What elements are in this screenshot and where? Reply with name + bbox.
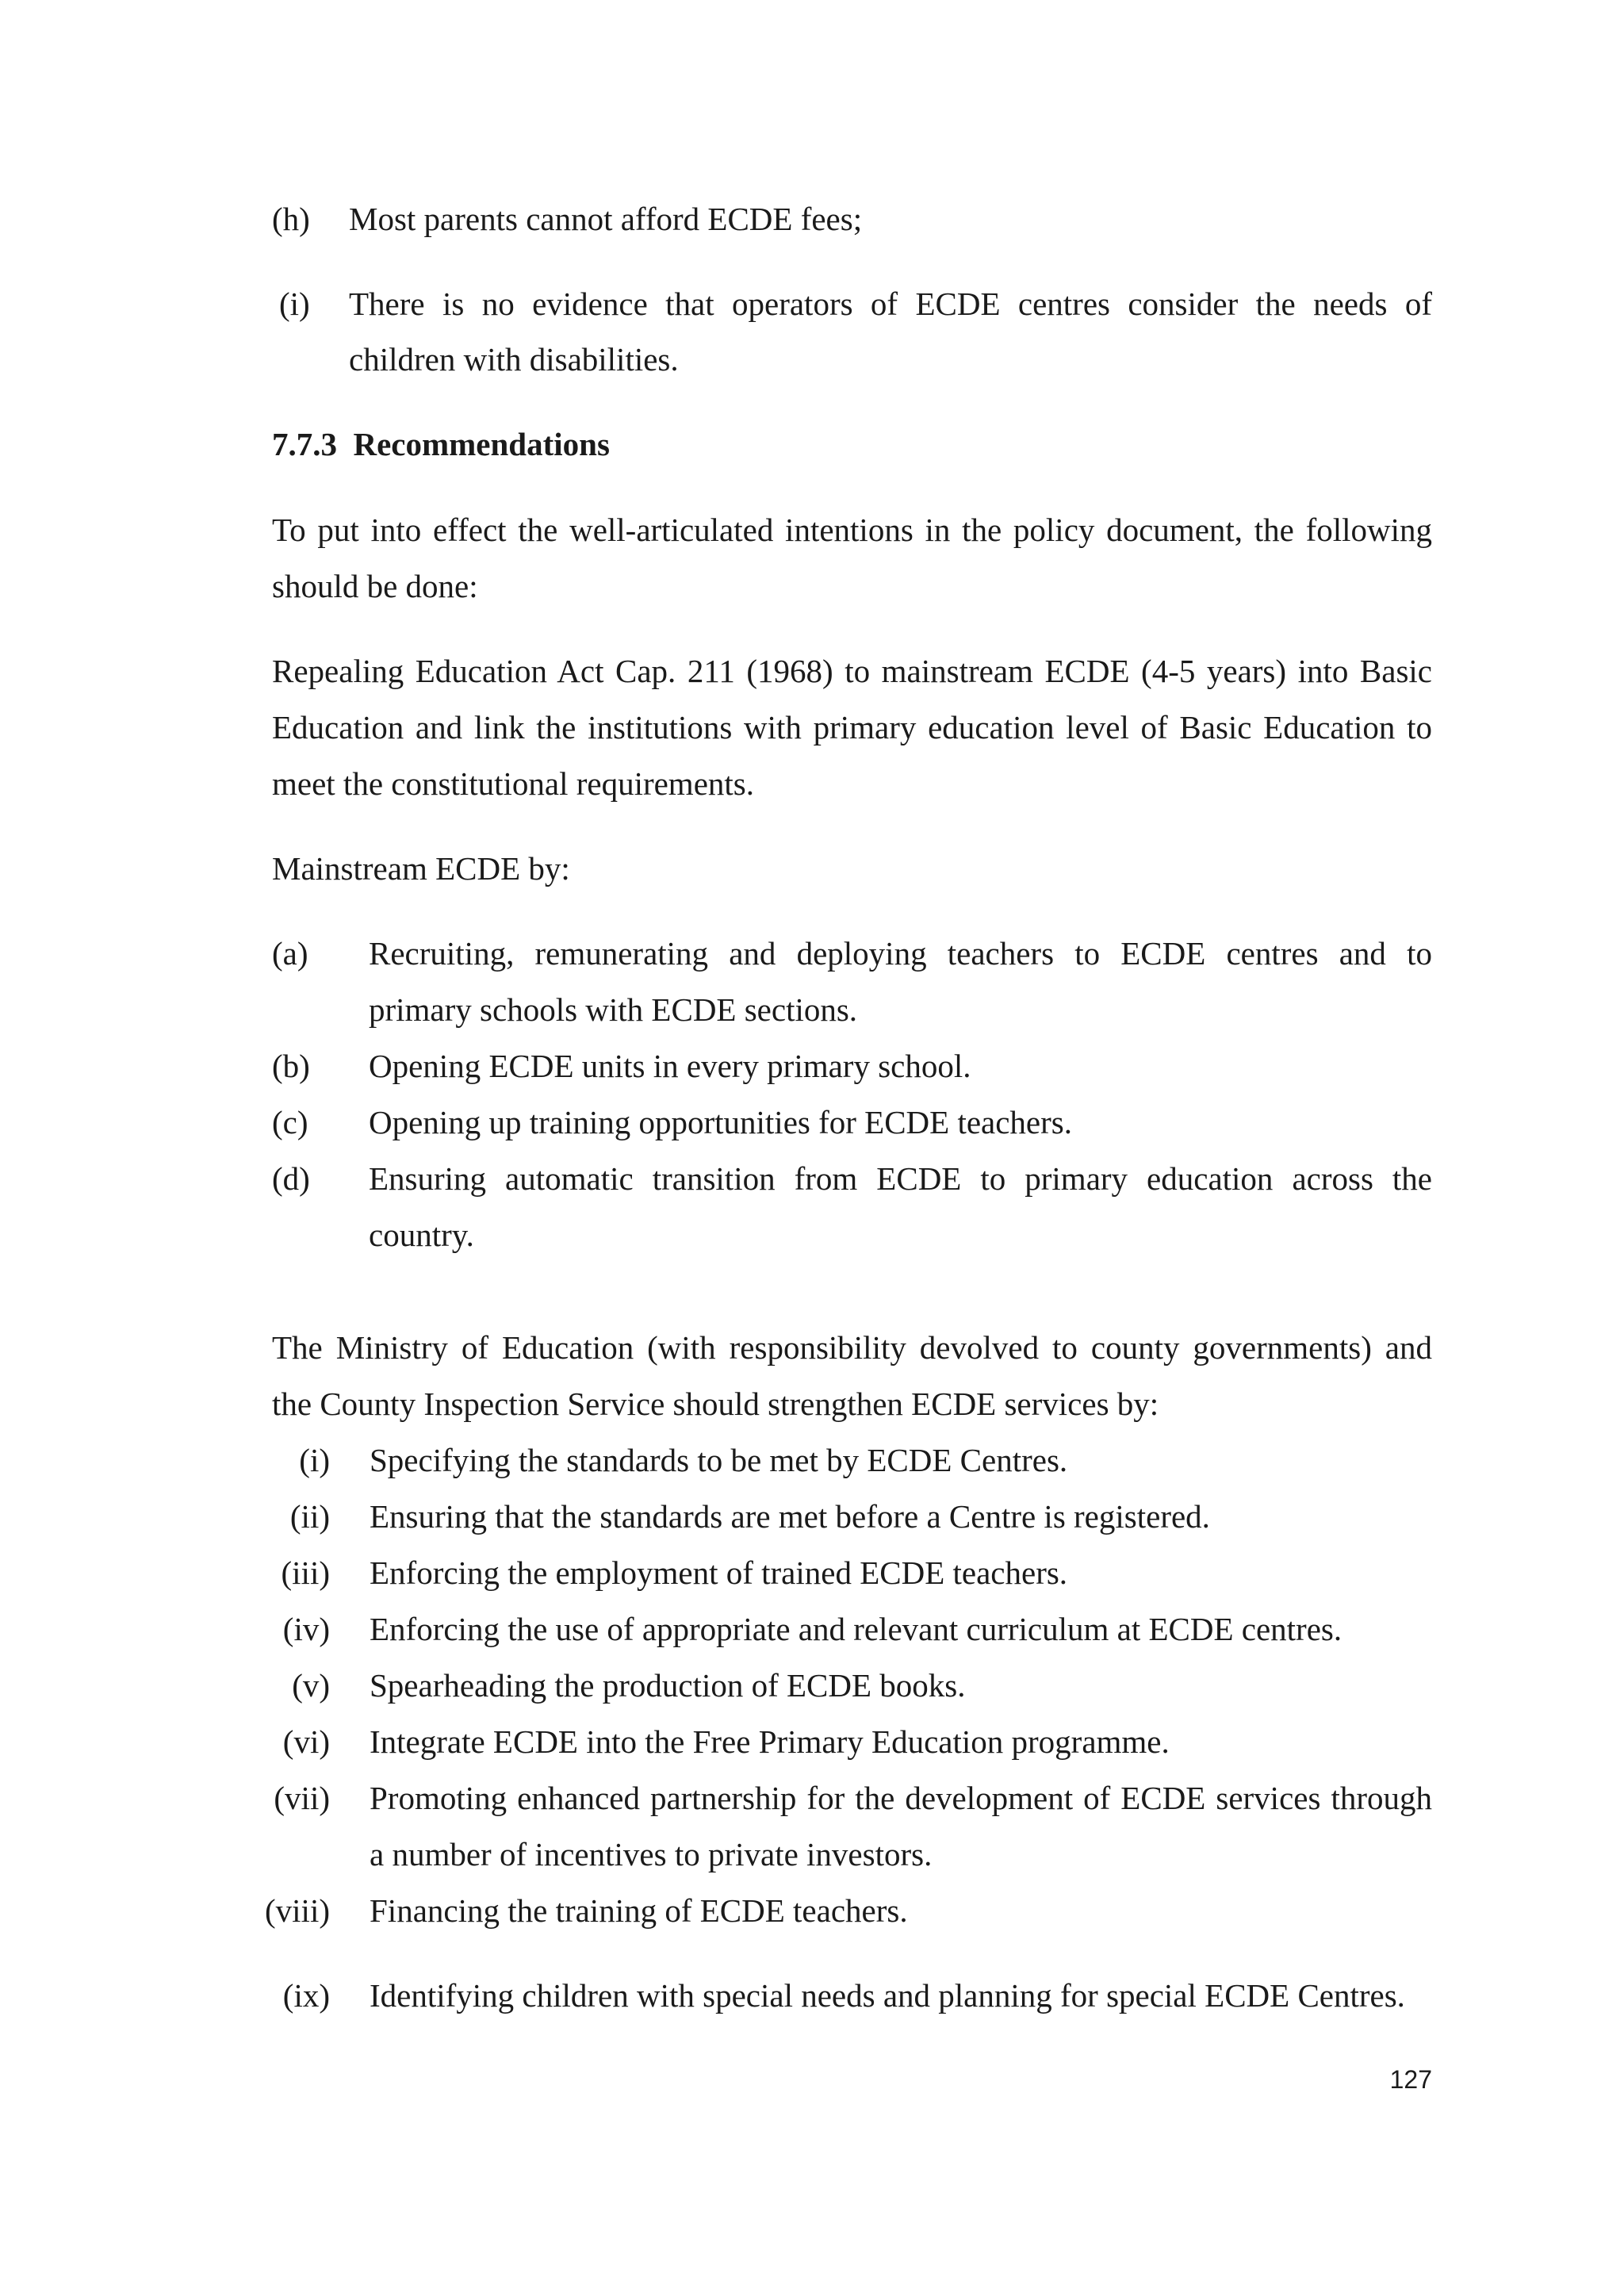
repeal-line1: Repealing Education Act Cap. 211 (1968) to mainstream ECDE (4-5 years) into Basic: [272, 653, 1432, 689]
intro-line2: should be done:: [272, 568, 478, 604]
section-heading: 7.7.3 Recommendations: [272, 426, 610, 462]
mainstream-item-d-line1: Ensuring automatic transition from ECDE to primary education across the: [369, 1160, 1432, 1197]
list-item-h-text: Most parents cannot afford ECDE fees;: [349, 201, 863, 237]
ministry-item-vii-line1: Promoting enhanced partnership for the development of ECDE services through: [370, 1780, 1432, 1816]
ministry-label-iv: (iv): [282, 1611, 330, 1647]
ministry-label-vi: (vi): [282, 1723, 330, 1760]
ministry-label-i: (i): [299, 1442, 330, 1478]
ministry-line1: The Ministry of Education (with responsibility devolved to county governments) and: [272, 1329, 1432, 1366]
list-item-i-line1: There is no evidence that operators of ECDE centres consider the needs of: [349, 286, 1432, 322]
repeal-line2: Education and link the institutions with primary education level of Basic Education to: [272, 709, 1432, 746]
ministry-label-viii: (viii): [265, 1892, 330, 1929]
mainstream-label-a: (a): [272, 935, 308, 972]
mainstream-label-d: (d): [272, 1160, 310, 1197]
ministry-item-vii-line2: a number of incentives to private investors.: [370, 1836, 933, 1872]
ministry-item-ix: Identifying children with special needs and planning for special ECDE Centres.: [370, 1977, 1405, 2014]
page-number: 127: [1389, 2065, 1432, 2094]
list-label-i: (i): [279, 286, 310, 322]
ministry-label-v: (v): [292, 1667, 330, 1704]
ministry-item-ii: Ensuring that the standards are met before a Centre is registered.: [370, 1498, 1210, 1535]
ministry-label-iii: (iii): [281, 1554, 330, 1591]
ministry-item-i: Specifying the standards to be met by ECDE Centres.: [370, 1442, 1068, 1478]
ministry-item-vi: Integrate ECDE into the Free Primary Education programme.: [370, 1723, 1170, 1760]
mainstream-item-a-line1: Recruiting, remunerating and deploying teachers to ECDE centres and to: [369, 935, 1432, 972]
mainstream-item-d-line2: country.: [369, 1217, 474, 1253]
mainstream-lead: Mainstream ECDE by:: [272, 850, 570, 887]
ministry-item-iv: Enforcing the use of appropriate and relevant curriculum at ECDE centres.: [370, 1611, 1342, 1647]
ministry-label-vii: (vii): [274, 1780, 330, 1816]
mainstream-item-c: Opening up training opportunities for ECDE teachers.: [369, 1104, 1072, 1140]
ministry-label-ix: (ix): [282, 1977, 330, 2014]
ministry-item-viii: Financing the training of ECDE teachers.: [370, 1892, 908, 1929]
ministry-line2: the County Inspection Service should strengthen ECDE services by:: [272, 1386, 1159, 1422]
mainstream-item-b: Opening ECDE units in every primary school.: [369, 1048, 971, 1084]
mainstream-label-c: (c): [272, 1104, 308, 1140]
repeal-line3: meet the constitutional requirements.: [272, 765, 754, 802]
ministry-item-iii: Enforcing the employment of trained ECDE teachers.: [370, 1554, 1068, 1591]
ministry-label-ii: (ii): [289, 1498, 330, 1535]
list-label-h: (h): [272, 201, 310, 237]
intro-line1: To put into effect the well-articulated intentions in the policy document, the following: [272, 512, 1432, 548]
mainstream-item-a-line2: primary schools with ECDE sections.: [369, 991, 858, 1028]
ministry-item-v: Spearheading the production of ECDE books.: [370, 1667, 966, 1704]
list-item-i-line2: children with disabilities.: [349, 341, 679, 378]
mainstream-label-b: (b): [272, 1048, 310, 1084]
